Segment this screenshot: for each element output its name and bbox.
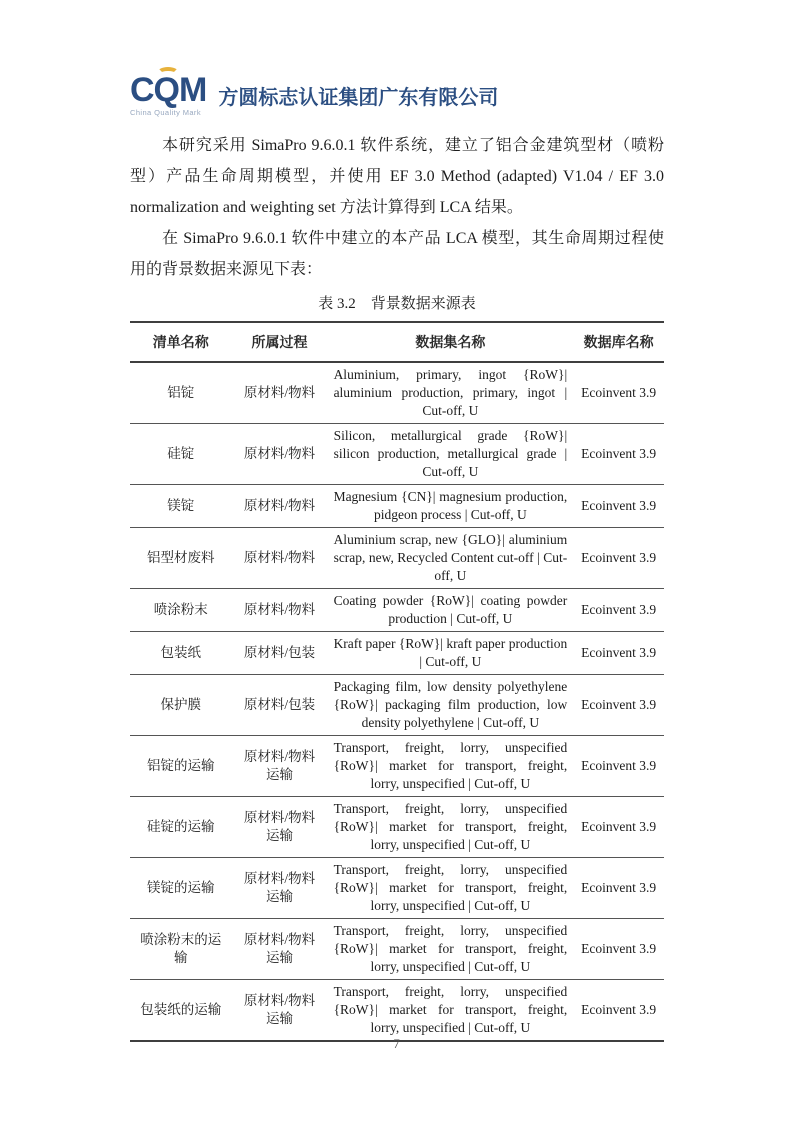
table-row bbox=[130, 980, 664, 1042]
cell-database: Ecoinvent 3.9 bbox=[573, 632, 664, 675]
cell-dataset: Kraft paper {RoW}| kraft paper production | Cut-off, U bbox=[328, 632, 574, 675]
header-item: 清单名称 bbox=[130, 322, 231, 362]
cell-database: Ecoinvent 3.9 bbox=[573, 485, 664, 528]
cell-item: 硅锭的运输 bbox=[130, 797, 231, 858]
cell-dataset: Magnesium {CN}| magnesium production, pidgeon process | Cut-off, U bbox=[328, 485, 574, 528]
cell-database: Ecoinvent 3.9 bbox=[573, 797, 664, 858]
cell-item: 保护膜 bbox=[130, 675, 231, 736]
cell-database: Ecoinvent 3.9 bbox=[573, 858, 664, 919]
logo-acronym: CQM bbox=[130, 71, 207, 109]
cell-item: 包装纸的运输 bbox=[140, 1002, 222, 1017]
cell-database: Ecoinvent 3.9 bbox=[573, 736, 664, 797]
table-header bbox=[130, 322, 664, 362]
cell-item: 硅锭 bbox=[130, 424, 231, 485]
cell-dataset: Silicon, metallurgical grade {RoW}| silicon production, metallurgical grade | Cut-off, U bbox=[328, 424, 574, 485]
cell-process: 原材料/物料 bbox=[231, 589, 327, 632]
cell-item: 铝锭的运输 bbox=[130, 736, 231, 797]
cell-database: Ecoinvent 3.9 bbox=[573, 362, 664, 424]
table-body bbox=[130, 362, 664, 1041]
cell-database: Ecoinvent 3.9 bbox=[573, 528, 664, 589]
table-caption: 表 3.2 背景数据来源表 bbox=[318, 296, 476, 312]
table-row bbox=[130, 675, 664, 736]
table-row bbox=[130, 858, 664, 919]
cell-process: 原材料/包装 bbox=[231, 675, 327, 736]
cell-dataset: Coating powder {RoW}| coating powder production | Cut-off, U bbox=[328, 589, 574, 632]
cell-database: Ecoinvent 3.9 bbox=[573, 919, 664, 980]
company-logo bbox=[130, 71, 664, 122]
table-row bbox=[130, 424, 664, 485]
cell-dataset: Transport, freight, lorry, unspecified {RoW}| market for transport, freight, lorry, unspecified | Cut-off, U bbox=[328, 919, 574, 980]
cell-process: 原材料/物料 bbox=[231, 485, 327, 528]
cell-dataset: Aluminium scrap, new {GLO}| aluminium scrap, new, Recycled Content cut-off | Cut-off, U bbox=[328, 528, 574, 589]
cqm-logo-mark bbox=[130, 71, 207, 117]
cell-process: 原材料/物料运输 bbox=[231, 797, 327, 858]
page-content bbox=[130, 71, 664, 1042]
header-database: 数据库名称 bbox=[573, 322, 664, 362]
cell-process: 原材料/物料 bbox=[231, 424, 327, 485]
table-row bbox=[130, 485, 664, 528]
page-number: 7 bbox=[393, 1036, 400, 1051]
table-row bbox=[130, 919, 664, 980]
cell-process: 原材料/物料运输 bbox=[231, 858, 327, 919]
cell-process: 原材料/包装 bbox=[231, 632, 327, 675]
cell-database: Ecoinvent 3.9 bbox=[573, 675, 664, 736]
cell-database: Ecoinvent 3.9 bbox=[573, 424, 664, 485]
paragraph-1: 本研究采用 SimaPro 9.6.0.1 软件系统，建立了铝合金建筑型材（喷粉型）产品生命周期模型，并使用 EF 3.0 Method (adapted) V1.04 / EF 3.0 normalization and weighting set 方法计算得到 LCA 结果。 bbox=[130, 137, 664, 216]
table-row bbox=[130, 736, 664, 797]
table-row bbox=[130, 528, 664, 589]
table-row bbox=[130, 362, 664, 424]
cell-item: 铝锭 bbox=[130, 362, 231, 424]
cell-process: 原材料/物料 bbox=[231, 528, 327, 589]
cell-process: 原材料/物料运输 bbox=[231, 736, 327, 797]
cell-dataset: Transport, freight, lorry, unspecified {RoW}| market for transport, freight, lorry, unspecified | Cut-off, U bbox=[328, 858, 574, 919]
cell-dataset: Aluminium, primary, ingot {RoW}| aluminium production, primary, ingot | Cut-off, U bbox=[328, 362, 574, 424]
cell-item: 喷涂粉末 bbox=[130, 589, 231, 632]
cell-process: 原材料/物料 bbox=[231, 362, 327, 424]
cell-item: 铝型材废料 bbox=[130, 528, 231, 589]
background-data-source-table bbox=[130, 321, 664, 1042]
company-name: 方圆标志认证集团广东有限公司 bbox=[218, 87, 499, 109]
cell-item: 喷涂粉末的运输 bbox=[130, 919, 231, 980]
table-row bbox=[130, 797, 664, 858]
logo-tagline: China Quality Mark bbox=[130, 108, 201, 117]
cell-dataset: Transport, freight, lorry, unspecified {RoW}| market for transport, freight, lorry, unspecified | Cut-off, U bbox=[333, 984, 568, 1035]
cell-dataset: Transport, freight, lorry, unspecified {RoW}| market for transport, freight, lorry, unspecified | Cut-off, U bbox=[328, 736, 574, 797]
table-row bbox=[130, 589, 664, 632]
cell-database: Ecoinvent 3.9 bbox=[581, 1002, 657, 1017]
header-process: 所属过程 bbox=[231, 322, 327, 362]
table-row bbox=[130, 632, 664, 675]
cell-dataset: Packaging film, low density polyethylene {RoW}| packaging film production, low density polyethylene | Cut-off, U bbox=[328, 675, 574, 736]
logo-arc-icon bbox=[157, 67, 179, 79]
cell-database: Ecoinvent 3.9 bbox=[573, 589, 664, 632]
paragraph-2: 在 SimaPro 9.6.0.1 软件中建立的本产品 LCA 模型，其生命周期过程使用的背景数据来源见下表： bbox=[130, 230, 664, 278]
cell-process: 原材料/物料运输 bbox=[231, 919, 327, 980]
header-dataset: 数据集名称 bbox=[328, 322, 574, 362]
cell-item: 镁锭的运输 bbox=[130, 858, 231, 919]
cell-item: 镁锭 bbox=[130, 485, 231, 528]
cell-item: 包装纸 bbox=[130, 632, 231, 675]
cell-process: 原材料/物料运输 bbox=[243, 993, 316, 1026]
cell-dataset: Transport, freight, lorry, unspecified {RoW}| market for transport, freight, lorry, unspecified | Cut-off, U bbox=[328, 797, 574, 858]
